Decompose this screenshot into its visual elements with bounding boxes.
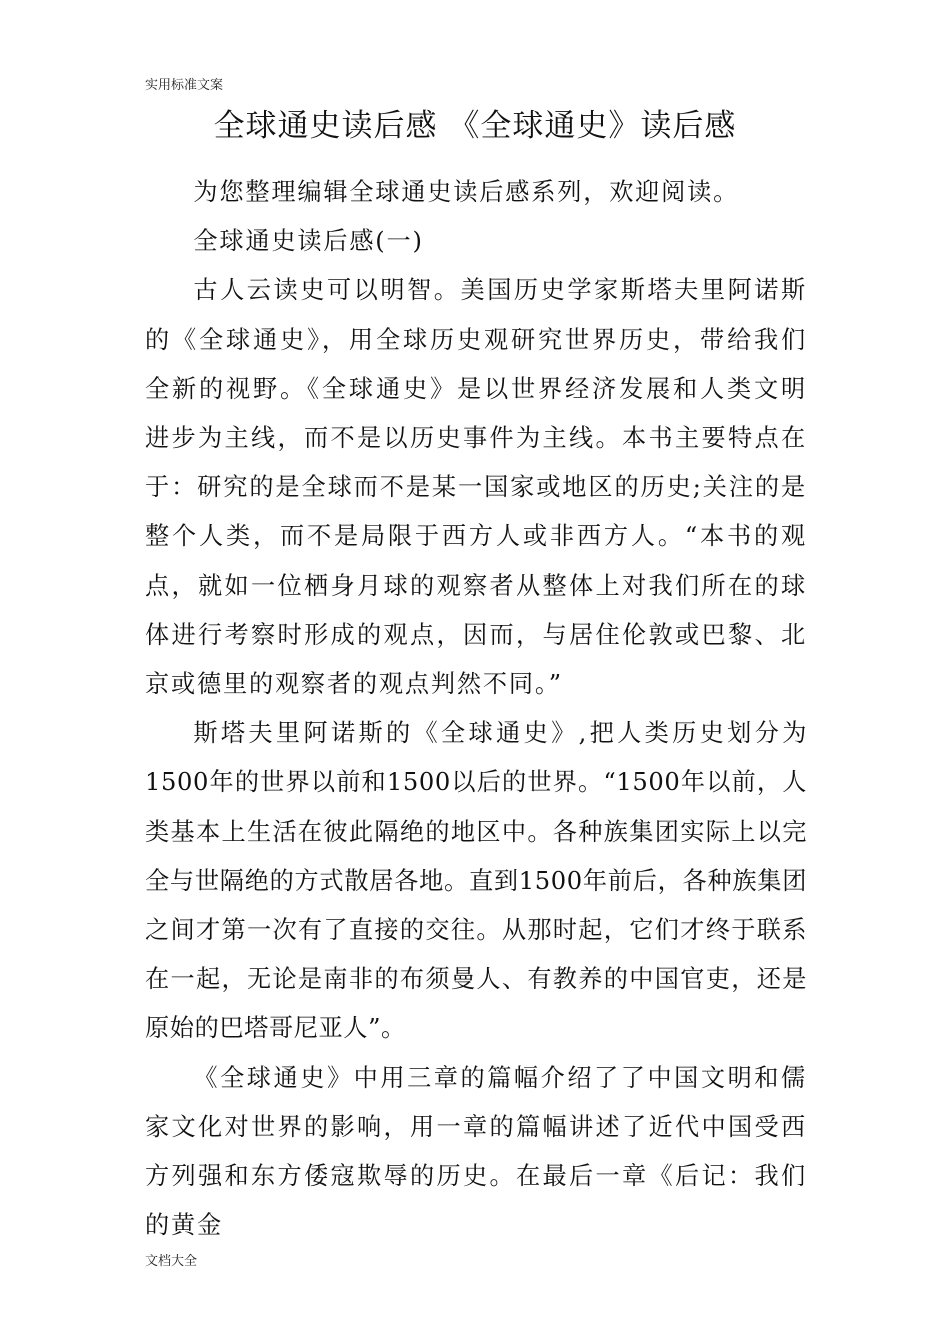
page-footer-label: 文档大全 <box>145 1254 198 1269</box>
page-header-label: 实用标准文案 <box>145 78 224 93</box>
document-body <box>145 168 807 1250</box>
document-title: 全球通史读后感 《全球通史》读后感 <box>213 108 737 144</box>
body-paragraph: 斯塔夫里阿诺斯的《全球通史》,把人类历史划分为1500年的世界以前和1500以后的世界。“1500年以前，人类基本上生活在彼此隔绝的地区中。各种族集团实际上以完全与世隔绝的方式散居各地。直到1500年前后，各种族集团之间才第一次有了直接的交往。从那时起，它们才终于联系在一起，无论是南非的布须曼人、有教养的中国官吏，还是原始的巴塔哥尼亚人”。 <box>145 719 807 1043</box>
intro-paragraph: 为您整理编辑全球通史读后感系列，欢迎阅读。 <box>193 178 740 206</box>
section-heading: 全球通史读后感(一) <box>193 227 424 256</box>
body-paragraph: 《全球通史》中用三章的篇幅介绍了了中国文明和儒家文化对世界的影响，用一章的篇幅讲述了近代中国受西方列强和东方倭寇欺辱的历史。在最后一章《后记：我们的黄金 <box>145 1063 807 1240</box>
body-paragraph: 古人云读史可以明智。美国历史学家斯塔夫里阿诺斯的《全球通史》，用全球历史观研究世界历史，带给我们全新的视野。《全球通史》是以世界经济发展和人类文明进步为主线，而不是以历史事件为主线。本书主要特点在于：研究的是全球而不是某一国家或地区的历史;关注的是整个人类，而不是局限于西方人或非西方人。“本书的观点，就如一位栖身月球的观察者从整体上对我们所在的球体进行考察时形成的观点，因而，与居住伦敦或巴黎、北京或德里的观察者的观点判然不同。” <box>145 276 807 699</box>
